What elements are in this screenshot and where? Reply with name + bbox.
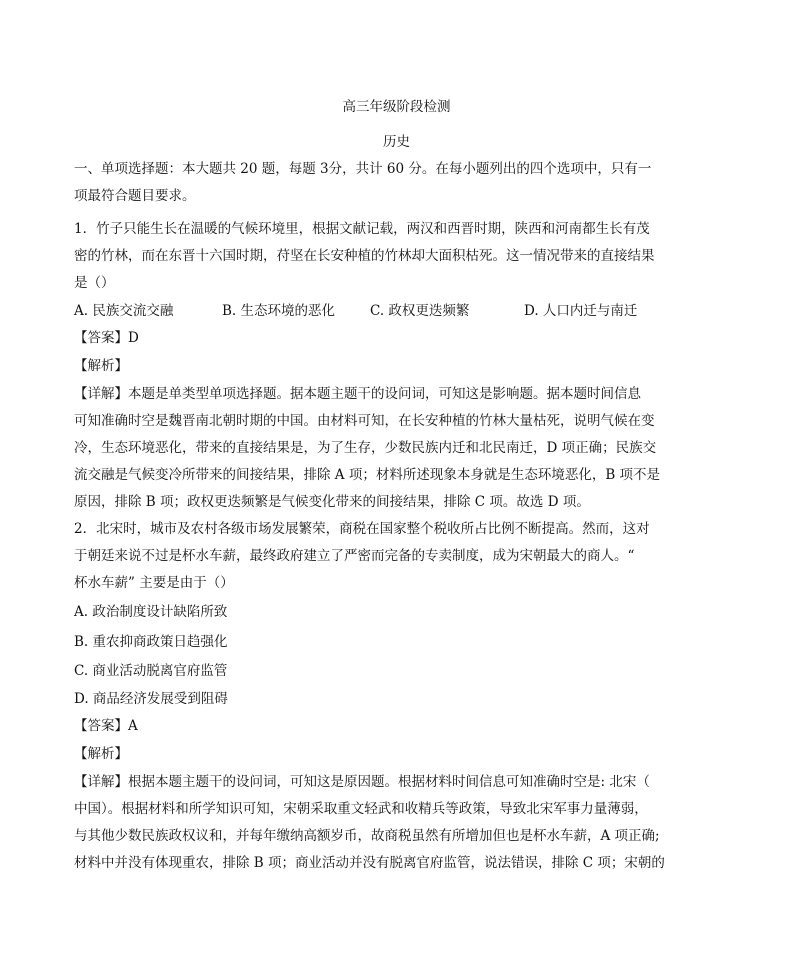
q2-option-c: C. 商业活动脱离官府监管 [74, 663, 228, 679]
q2-analysis-label: 【解析】 [74, 746, 128, 762]
section-instruction-line-1: 一、单项选择题：本大题共 20 题，每题 3分，共计 60 分。在每小题列出的四个选项中，只有一 [74, 161, 652, 177]
q1-detail-line-5: 原因，排除 B 项；政权更迭频繁是气候变化带来的间接结果，排除 C 项。故选 D 项。 [74, 494, 590, 510]
q1-option-d: D. 人口内迁与南迁 [524, 303, 638, 319]
q1-option-b: B. 生态环境的恶化 [222, 303, 336, 319]
q2-option-a: A. 政治制度设计缺陷所致 [74, 604, 228, 620]
section-instruction-line-2: 项最符合题目要求。 [74, 188, 196, 204]
subject-title: 历史 [383, 134, 410, 150]
q1-detail-line-1: 【详解】本题是单类型单项选择题。据本题主题干的设问词，可知这是影响题。据本题时间信息 [74, 386, 641, 402]
q1-answer: 【答案】D [74, 330, 139, 346]
q2-stem-line-1: 2．北宋时，城市及农村各级市场发展繁荣，商税在国家整个税收所占比例不断提高。然而，这对 [74, 521, 650, 537]
q1-detail-line-3: 冷，生态环境恶化，带来的直接结果是，为了生存，少数民族内迁和北民南迁，D 项正确；民族交 [74, 440, 657, 456]
q1-stem-line-1: 1．竹子只能生长在温暖的气候环境里，根据文献记载，两汉和西晋时期，陕西和河南都生长有茂 [74, 221, 650, 237]
q1-stem-line-3: 是（） [74, 275, 115, 291]
q2-detail-line-2: 中国）。根据材料和所学知识可知，宋朝采取重文轻武和收精兵等政策，导致北宋军事力量薄弱， [74, 801, 648, 817]
q2-option-d: D. 商品经济发展受到阻碍 [74, 691, 228, 707]
q2-option-b: B. 重农抑商政策日趋强化 [74, 634, 228, 650]
q2-detail-line-3: 与其他少数民族政权议和，并每年缴纳高额岁币，故商税虽然有所增加但也是杯水车薪，A 项正确; [74, 828, 660, 844]
q1-detail-line-4: 流交融是气候变冷所带来的间接结果，排除 A 项；材料所述现象本身就是生态环境恶化，B 项不是 [74, 467, 661, 483]
q2-stem-line-3: 杯水车薪” 主要是由于（） [74, 575, 234, 591]
q1-option-c: C. 政权更迭频繁 [370, 303, 470, 319]
q1-analysis-label: 【解析】 [74, 358, 128, 374]
q2-detail-line-1: 【详解】根据本题主题干的设问词，可知这是原因题。根据材料时间信息可知准确时空是: 北宋（ [74, 774, 650, 790]
document-title: 高三年级阶段检测 [342, 99, 451, 115]
q2-answer: 【答案】A [74, 718, 138, 734]
q1-option-a: A. 民族交流交融 [74, 303, 174, 319]
q2-stem-line-2: 于朝廷来说不过是杯水车薪，最终政府建立了严密而完备的专卖制度，成为宋朝最大的商人。“ [74, 548, 635, 564]
q2-detail-line-4: 材料中并没有体现重农，排除 B 项；商业活动并没有脱离官府监管，说法错误，排除 C 项；宋朝的 [74, 855, 665, 871]
q1-detail-line-2: 可知准确时空是魏晋南北朝时期的中国。由材料可知，在长安种植的竹林大量枯死，说明气候在变 [74, 413, 655, 429]
q1-stem-line-2: 密的竹林，而在东晋十六国时期，苻坚在长安种植的竹林却大面积枯死。这一情况带来的直接结果 [74, 248, 655, 264]
